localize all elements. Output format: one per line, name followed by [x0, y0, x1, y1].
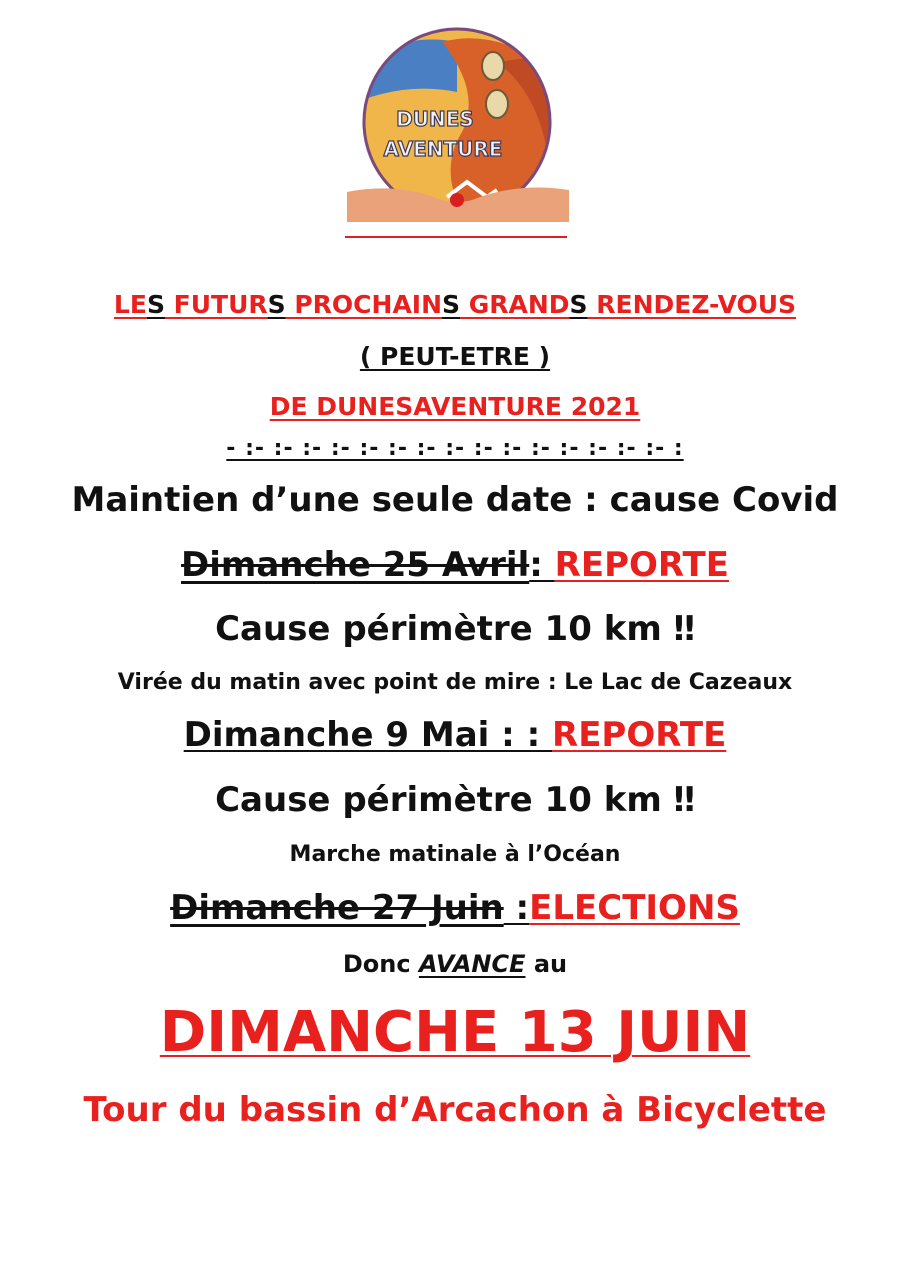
title-part: S: [146, 290, 165, 319]
logo-line1: DUNES: [396, 107, 474, 131]
dashes-text: - :- :- :- :- :- :- :- :- :- :- :- :- :- :- :- :: [226, 436, 684, 461]
title-part: RENDEZ-VOUS: [587, 290, 797, 319]
donc-avance-line: [0, 950, 910, 978]
logo-underline: [345, 236, 567, 238]
title-part: GRAND: [460, 290, 570, 319]
event-1-line: [0, 545, 910, 585]
event-1-cause: Cause périmètre 10 km ‼: [215, 609, 695, 649]
donc-before: Donc: [342, 950, 419, 978]
title-part: PROCHAIN: [285, 290, 443, 319]
donc-word: AVANCE: [418, 950, 526, 978]
title-line-1: [0, 290, 910, 319]
title-part: S: [569, 290, 588, 319]
final-date: DIMANCHE 13 JUIN: [159, 1000, 751, 1065]
event-1-desc: Virée du matin avec point de mire : Le Lac de Cazeaux: [117, 670, 793, 695]
event-1-date: Dimanche 25 Avril: [181, 545, 530, 585]
event-1-sep: :: [529, 545, 555, 585]
event-3-status: ELECTIONS: [529, 888, 740, 928]
title-line-3: [0, 392, 910, 421]
event-2-cause: Cause périmètre 10 km ‼: [215, 780, 695, 820]
event-2-line: [0, 715, 910, 755]
title-line-2: [0, 342, 910, 371]
event-3-sep: :: [503, 888, 530, 928]
title-year: DE DUNESAVENTURE 2021: [269, 392, 641, 421]
event-1-status: REPORTE: [554, 545, 729, 585]
event-2-date: Dimanche 9 Mai : :: [183, 715, 553, 755]
maintien-notice: Maintien d’une seule date : cause Covid: [71, 480, 839, 520]
event-3-line: [0, 888, 910, 928]
donc-after: au: [525, 950, 568, 978]
title-part: FUTUR: [164, 290, 268, 319]
logo-line2: AVENTURE: [383, 137, 503, 161]
event-3-date: Dimanche 27 Juin: [170, 888, 504, 928]
title-part: S: [267, 290, 286, 319]
event-2-desc: Marche matinale à l’Océan: [289, 842, 621, 867]
final-event: Tour du bassin d’Arcachon à Bicyclette: [83, 1090, 827, 1130]
title-part: LE: [113, 290, 147, 319]
title-maybe: ( PEUT-ETRE ): [359, 342, 551, 371]
event-2-status: REPORTE: [552, 715, 727, 755]
separator-dashes: [0, 436, 910, 461]
final-date-line: [0, 1000, 910, 1065]
title-part: S: [442, 290, 461, 319]
dunes-aventure-logo: [347, 22, 569, 222]
